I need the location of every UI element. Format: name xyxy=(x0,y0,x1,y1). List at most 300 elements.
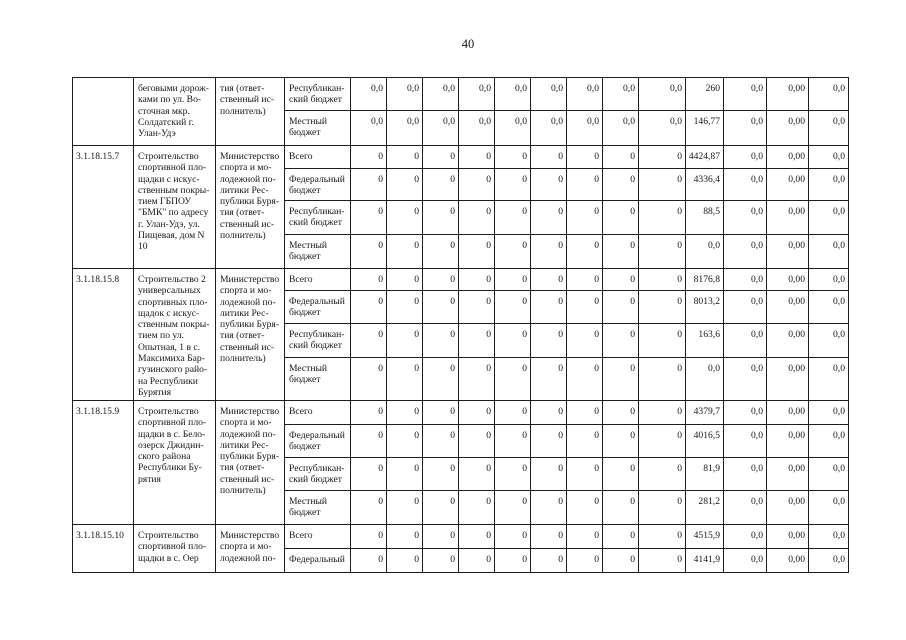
value-cell: 0,0 xyxy=(808,357,849,401)
value-cell: 0,0 xyxy=(808,234,849,269)
value-cell: 0,0 xyxy=(386,110,423,146)
value-cell: 0 xyxy=(422,145,459,169)
value-cell: 0 xyxy=(602,424,639,458)
budget-source-line: Федеральный xyxy=(289,174,345,185)
value-cell: 0 xyxy=(494,268,531,291)
responsible-executor-line: публики Буря- xyxy=(220,196,280,208)
value-cell: 0,0 xyxy=(808,424,849,458)
value-cell: 0,0 xyxy=(808,524,849,549)
value-cell: 0,0 xyxy=(723,268,767,291)
budget-source-line: Всего xyxy=(289,530,313,541)
project-description-line: Строительство xyxy=(138,406,199,417)
value-cell: 0 xyxy=(638,548,686,573)
value-cell: 0,0 xyxy=(723,110,767,146)
value-cell: 0 xyxy=(458,400,495,425)
budget-source-line: бюджет xyxy=(289,441,321,453)
responsible-executor-line: лодежной по- xyxy=(220,296,276,308)
value-cell: 0 xyxy=(602,457,639,491)
value-cell: 0,0 xyxy=(602,77,639,111)
budget-source-cell xyxy=(284,145,351,169)
budget-source-line: ский бюджет xyxy=(289,217,342,229)
value-cell: 0,00 xyxy=(766,548,809,573)
responsible-executor-line: спорта и мо- xyxy=(220,541,272,553)
value-cell: 0 xyxy=(566,323,603,358)
project-description-line: гузинского райо- xyxy=(138,364,208,376)
value-cell: 0,0 xyxy=(808,168,849,201)
value-cell: 0 xyxy=(422,424,459,458)
responsible-executor-line: ственный ис- xyxy=(220,218,275,230)
value-cell: 0 xyxy=(602,524,639,549)
item-id: 3.1.18.15.7 xyxy=(76,151,120,162)
value-cell: 0 xyxy=(386,168,423,201)
value-cell: 0 xyxy=(566,200,603,235)
project-description-line: озерск Джидин- xyxy=(138,439,204,451)
value-cell: 0,0 xyxy=(723,457,767,491)
value-cell: 0 xyxy=(494,457,531,491)
value-cell: 0 xyxy=(530,145,567,169)
value-cell: 0 xyxy=(638,268,686,291)
value-cell: 0 xyxy=(494,524,531,549)
value-cell: 0,00 xyxy=(766,290,809,324)
budget-source-line: бюджет xyxy=(289,251,321,263)
project-description-line: ками по ул. Во- xyxy=(138,94,202,106)
value-cell: 0 xyxy=(566,145,603,169)
value-cell: 0 xyxy=(602,268,639,291)
project-description-line: спортивных пло- xyxy=(138,296,208,308)
value-cell: 4424,87 xyxy=(685,145,724,169)
value-cell: 0 xyxy=(458,168,495,201)
value-cell: 0,0 xyxy=(808,268,849,291)
value-cell: 0,00 xyxy=(766,323,809,358)
value-cell: 0 xyxy=(386,424,423,458)
value-cell: 0 xyxy=(530,357,567,401)
budget-source-line: Всего xyxy=(289,406,313,417)
project-description-line: спортивной пло- xyxy=(138,417,207,429)
project-description-cell xyxy=(133,524,216,573)
value-cell: 0,00 xyxy=(766,268,809,291)
budget-source-cell xyxy=(284,400,351,425)
project-description-line: Улан-Удэ xyxy=(138,128,176,140)
value-cell: 0 xyxy=(530,548,567,573)
responsible-executor-line: тия (ответ- xyxy=(220,83,265,94)
item-id-cell xyxy=(72,524,134,573)
budget-source-cell xyxy=(284,234,351,269)
value-cell: 0 xyxy=(530,490,567,525)
value-cell: 0 xyxy=(602,357,639,401)
budget-source-cell xyxy=(284,357,351,401)
value-cell: 0 xyxy=(638,234,686,269)
project-description-cell xyxy=(133,268,216,401)
value-cell: 0 xyxy=(566,290,603,324)
value-cell: 0,0 xyxy=(422,110,459,146)
responsible-executor-line: тия (ответ- xyxy=(220,330,265,342)
budget-source-line: Федеральный xyxy=(289,430,345,441)
value-cell: 0 xyxy=(458,424,495,458)
value-cell: 0 xyxy=(350,357,387,401)
value-cell: 0 xyxy=(494,323,531,358)
value-cell: 146,77 xyxy=(685,110,724,146)
value-cell: 4336,4 xyxy=(685,168,724,201)
value-cell: 0 xyxy=(638,424,686,458)
value-cell: 0 xyxy=(530,457,567,491)
project-description-line: щадки с искус- xyxy=(138,173,200,185)
project-description-line: Строительство 2 xyxy=(138,274,206,285)
project-description-line: щадки в с. Оер xyxy=(138,552,199,564)
project-description-line: щадки в с. Бело- xyxy=(138,428,206,440)
value-cell: 0,0 xyxy=(494,110,531,146)
responsible-executor-cell xyxy=(215,524,285,573)
project-description-line: Строительство xyxy=(138,151,199,162)
project-description-line: ского района xyxy=(138,451,191,463)
value-cell: 0 xyxy=(638,400,686,425)
value-cell: 0 xyxy=(422,268,459,291)
value-cell: 0 xyxy=(566,424,603,458)
item-id: 3.1.18.15.10 xyxy=(76,530,124,541)
budget-source-line: Республикан- xyxy=(289,329,345,340)
project-description-line: щадок с искус- xyxy=(138,307,200,319)
responsible-executor-line: публики Буря- xyxy=(220,319,280,331)
value-cell: 0,0 xyxy=(530,110,567,146)
project-description-line: сточная мкр. xyxy=(138,105,190,117)
responsible-executor-line: литики Рес- xyxy=(220,439,269,451)
value-cell: 0 xyxy=(638,457,686,491)
value-cell: 0 xyxy=(638,323,686,358)
project-description-line: "БМК" по адресу xyxy=(138,207,209,219)
project-description-line: тием по ул. xyxy=(138,330,184,342)
value-cell: 0 xyxy=(530,323,567,358)
value-cell: 0,0 xyxy=(808,145,849,169)
budget-source-line: бюджет xyxy=(289,307,321,319)
value-cell: 0 xyxy=(458,357,495,401)
responsible-executor-cell xyxy=(215,145,285,269)
value-cell: 0 xyxy=(350,424,387,458)
responsible-executor-line: публики Буря- xyxy=(220,451,280,463)
budget-source-cell xyxy=(284,548,351,573)
budget-source-line: бюджет xyxy=(289,507,321,519)
value-cell: 88,5 xyxy=(685,200,724,235)
value-cell: 0,0 xyxy=(458,110,495,146)
value-cell: 0 xyxy=(386,323,423,358)
budget-source-cell xyxy=(284,323,351,358)
responsible-executor-line: ственный ис- xyxy=(220,94,275,106)
value-cell: 4379,7 xyxy=(685,400,724,425)
value-cell: 0 xyxy=(566,268,603,291)
value-cell: 0 xyxy=(638,524,686,549)
budget-source-line: Местный xyxy=(289,496,328,507)
item-id-cell xyxy=(72,145,134,269)
budget-source-cell xyxy=(284,77,351,111)
value-cell: 0,0 xyxy=(723,145,767,169)
value-cell: 0 xyxy=(422,400,459,425)
responsible-executor-cell xyxy=(215,400,285,525)
value-cell: 0 xyxy=(422,323,459,358)
budget-source-line: ский бюджет xyxy=(289,340,342,352)
responsible-executor-line: полнитель) xyxy=(220,353,266,365)
value-cell: 4141,9 xyxy=(685,548,724,573)
value-cell: 0,0 xyxy=(723,290,767,324)
value-cell: 163,6 xyxy=(685,323,724,358)
responsible-executor-line: Министерство xyxy=(220,151,280,162)
value-cell: 0 xyxy=(602,323,639,358)
value-cell: 0 xyxy=(386,357,423,401)
page-number: 40 xyxy=(461,37,475,51)
project-description-line: Бурятия xyxy=(138,386,172,398)
item-id: 3.1.18.15.9 xyxy=(76,406,120,417)
budget-source-cell xyxy=(284,457,351,491)
responsible-executor-line: ственный ис- xyxy=(220,473,275,485)
value-cell: 0 xyxy=(458,200,495,235)
value-cell: 0 xyxy=(458,268,495,291)
value-cell: 0 xyxy=(566,400,603,425)
value-cell: 281,2 xyxy=(685,490,724,525)
project-description-line: Республики Бу- xyxy=(138,462,202,474)
value-cell: 0 xyxy=(350,323,387,358)
budget-source-line: бюджет xyxy=(289,374,321,386)
value-cell: 0 xyxy=(638,357,686,401)
value-cell: 0,00 xyxy=(766,110,809,146)
value-cell: 0,0 xyxy=(723,524,767,549)
value-cell: 0 xyxy=(602,200,639,235)
value-cell: 0,0 xyxy=(638,77,686,111)
value-cell: 0,0 xyxy=(566,77,603,111)
value-cell: 0 xyxy=(386,490,423,525)
value-cell: 0,00 xyxy=(766,357,809,401)
value-cell: 0,0 xyxy=(808,490,849,525)
value-cell: 0 xyxy=(566,548,603,573)
responsible-executor-line: полнитель) xyxy=(220,105,266,117)
value-cell: 0 xyxy=(386,145,423,169)
responsible-executor-line: лодежной по- xyxy=(220,552,276,564)
value-cell: 0 xyxy=(494,145,531,169)
value-cell: 0 xyxy=(350,290,387,324)
budget-source-line: Республикан- xyxy=(289,463,345,474)
value-cell: 0 xyxy=(350,400,387,425)
budget-source-line: Всего xyxy=(289,151,313,162)
value-cell: 0,00 xyxy=(766,400,809,425)
value-cell: 0 xyxy=(566,168,603,201)
value-cell: 0 xyxy=(458,490,495,525)
value-cell: 0 xyxy=(638,145,686,169)
value-cell: 0 xyxy=(386,234,423,269)
responsible-executor-line: лодежной по- xyxy=(220,428,276,440)
budget-source-line: Местный xyxy=(289,363,328,374)
budget-source-line: Федеральный xyxy=(289,554,345,565)
value-cell: 0 xyxy=(602,400,639,425)
budget-source-cell xyxy=(284,490,351,525)
item-id-cell xyxy=(72,268,134,401)
budget-source-cell xyxy=(284,268,351,291)
responsible-executor-line: Министерство xyxy=(220,406,280,417)
budget-source-cell xyxy=(284,524,351,549)
project-description-cell xyxy=(133,400,216,525)
value-cell: 0 xyxy=(458,457,495,491)
value-cell: 0,0 xyxy=(808,323,849,358)
value-cell: 0,0 xyxy=(808,77,849,111)
value-cell: 0,0 xyxy=(723,323,767,358)
value-cell: 0 xyxy=(350,268,387,291)
value-cell: 0 xyxy=(386,524,423,549)
value-cell: 0,0 xyxy=(808,400,849,425)
budget-source-line: ский бюджет xyxy=(289,94,342,106)
value-cell: 0 xyxy=(530,524,567,549)
budget-source-line: Республикан- xyxy=(289,206,345,217)
responsible-executor-line: тия (ответ- xyxy=(220,207,265,219)
value-cell: 0,00 xyxy=(766,145,809,169)
value-cell: 0,0 xyxy=(723,548,767,573)
value-cell: 0 xyxy=(638,200,686,235)
value-cell: 0 xyxy=(602,145,639,169)
value-cell: 0 xyxy=(458,323,495,358)
value-cell: 0 xyxy=(602,490,639,525)
budget-source-line: Федеральный xyxy=(289,296,345,307)
project-description-line: Опытная, 1 в с. xyxy=(138,341,201,353)
responsible-executor-line: литики Рес- xyxy=(220,307,269,319)
responsible-executor-line: тия (ответ- xyxy=(220,462,265,474)
value-cell: 0,0 xyxy=(458,77,495,111)
budget-source-line: бюджет xyxy=(289,185,321,197)
value-cell: 0 xyxy=(494,200,531,235)
value-cell: 0,0 xyxy=(808,110,849,146)
value-cell: 0,0 xyxy=(808,200,849,235)
value-cell: 0,0 xyxy=(723,490,767,525)
value-cell: 0 xyxy=(350,524,387,549)
value-cell: 0,0 xyxy=(723,77,767,111)
value-cell: 0 xyxy=(494,424,531,458)
responsible-executor-line: литики Рес- xyxy=(220,184,269,196)
project-description-cell xyxy=(133,77,216,146)
value-cell: 8176,8 xyxy=(685,268,724,291)
value-cell: 0 xyxy=(638,290,686,324)
value-cell: 0 xyxy=(638,168,686,201)
value-cell: 0 xyxy=(602,234,639,269)
value-cell: 0 xyxy=(386,268,423,291)
value-cell: 0,00 xyxy=(766,490,809,525)
responsible-executor-line: лодежной по- xyxy=(220,173,276,185)
responsible-executor-line: спорта и мо- xyxy=(220,417,272,429)
responsible-executor-cell xyxy=(215,268,285,401)
value-cell: 4515,9 xyxy=(685,524,724,549)
value-cell: 0,0 xyxy=(808,548,849,573)
value-cell: 0 xyxy=(602,290,639,324)
value-cell: 0 xyxy=(386,548,423,573)
budget-source-cell xyxy=(284,110,351,146)
value-cell: 0,00 xyxy=(766,424,809,458)
budget-source-cell xyxy=(284,168,351,201)
value-cell: 0 xyxy=(422,168,459,201)
project-description-line: ственным покры- xyxy=(138,319,210,331)
project-description-cell xyxy=(133,145,216,269)
value-cell: 0 xyxy=(422,548,459,573)
project-description-line: универсальных xyxy=(138,285,201,297)
value-cell: 0 xyxy=(350,548,387,573)
value-cell: 0 xyxy=(494,548,531,573)
value-cell: 0 xyxy=(422,200,459,235)
budget-source-line: Местный xyxy=(289,240,328,251)
value-cell: 0 xyxy=(350,457,387,491)
responsible-executor-cell xyxy=(215,77,285,146)
value-cell: 0 xyxy=(566,234,603,269)
value-cell: 0 xyxy=(350,200,387,235)
responsible-executor-line: Министерство xyxy=(220,530,280,541)
value-cell: 0 xyxy=(458,524,495,549)
value-cell: 0 xyxy=(530,424,567,458)
value-cell: 0 xyxy=(422,490,459,525)
responsible-executor-line: полнитель) xyxy=(220,230,266,242)
value-cell: 0,0 xyxy=(723,234,767,269)
value-cell: 0 xyxy=(566,457,603,491)
project-description-line: беговыми дорож- xyxy=(138,83,209,94)
budget-source-cell xyxy=(284,200,351,235)
value-cell: 0 xyxy=(458,290,495,324)
value-cell: 0,0 xyxy=(422,77,459,111)
value-cell: 0 xyxy=(530,234,567,269)
project-description-line: тием ГБПОУ xyxy=(138,196,192,208)
project-description-line: г. Улан-Удэ, ул. xyxy=(138,218,200,230)
value-cell: 0,0 xyxy=(723,357,767,401)
value-cell: 0 xyxy=(530,200,567,235)
project-description-line: на Республики xyxy=(138,375,198,387)
value-cell: 0 xyxy=(530,290,567,324)
project-description-line: спортивной пло- xyxy=(138,541,207,553)
responsible-executor-line: спорта и мо- xyxy=(220,285,272,297)
value-cell: 0 xyxy=(422,457,459,491)
value-cell: 0 xyxy=(422,524,459,549)
value-cell: 0,0 xyxy=(566,110,603,146)
value-cell: 0 xyxy=(386,400,423,425)
budget-source-line: ский бюджет xyxy=(289,474,342,486)
budget-source-cell xyxy=(284,290,351,324)
project-description-line: ственным покры- xyxy=(138,184,210,196)
value-cell: 0 xyxy=(350,145,387,169)
value-cell: 0,0 xyxy=(530,77,567,111)
value-cell: 0 xyxy=(494,168,531,201)
project-description-line: Пищевая, дом N xyxy=(138,230,205,242)
value-cell: 0 xyxy=(566,490,603,525)
value-cell: 0 xyxy=(494,490,531,525)
value-cell: 0,00 xyxy=(766,234,809,269)
value-cell: 8013,2 xyxy=(685,290,724,324)
value-cell: 0 xyxy=(458,234,495,269)
value-cell: 0 xyxy=(566,524,603,549)
value-cell: 0 xyxy=(530,168,567,201)
value-cell: 0 xyxy=(458,145,495,169)
value-cell: 0 xyxy=(350,168,387,201)
value-cell: 0,0 xyxy=(723,424,767,458)
value-cell: 0,0 xyxy=(350,77,387,111)
value-cell: 0,0 xyxy=(602,110,639,146)
value-cell: 0,0 xyxy=(808,457,849,491)
value-cell: 0 xyxy=(386,290,423,324)
budget-source-line: Всего xyxy=(289,274,313,285)
budget-source-line: Республикан- xyxy=(289,83,345,94)
value-cell: 0,0 xyxy=(723,168,767,201)
value-cell: 0 xyxy=(422,234,459,269)
value-cell: 0 xyxy=(602,548,639,573)
budget-source-cell xyxy=(284,424,351,458)
value-cell: 0,00 xyxy=(766,77,809,111)
value-cell: 0,0 xyxy=(685,234,724,269)
value-cell: 0 xyxy=(350,490,387,525)
project-description-line: Максимиха Бар- xyxy=(138,353,205,365)
value-cell: 0,0 xyxy=(808,290,849,324)
project-description-line: спортивной пло- xyxy=(138,162,207,174)
responsible-executor-line: Министерство xyxy=(220,274,280,285)
value-cell: 0 xyxy=(494,400,531,425)
item-id-cell xyxy=(72,400,134,525)
value-cell: 4016,5 xyxy=(685,424,724,458)
value-cell: 0 xyxy=(458,548,495,573)
responsible-executor-line: спорта и мо- xyxy=(220,162,272,174)
